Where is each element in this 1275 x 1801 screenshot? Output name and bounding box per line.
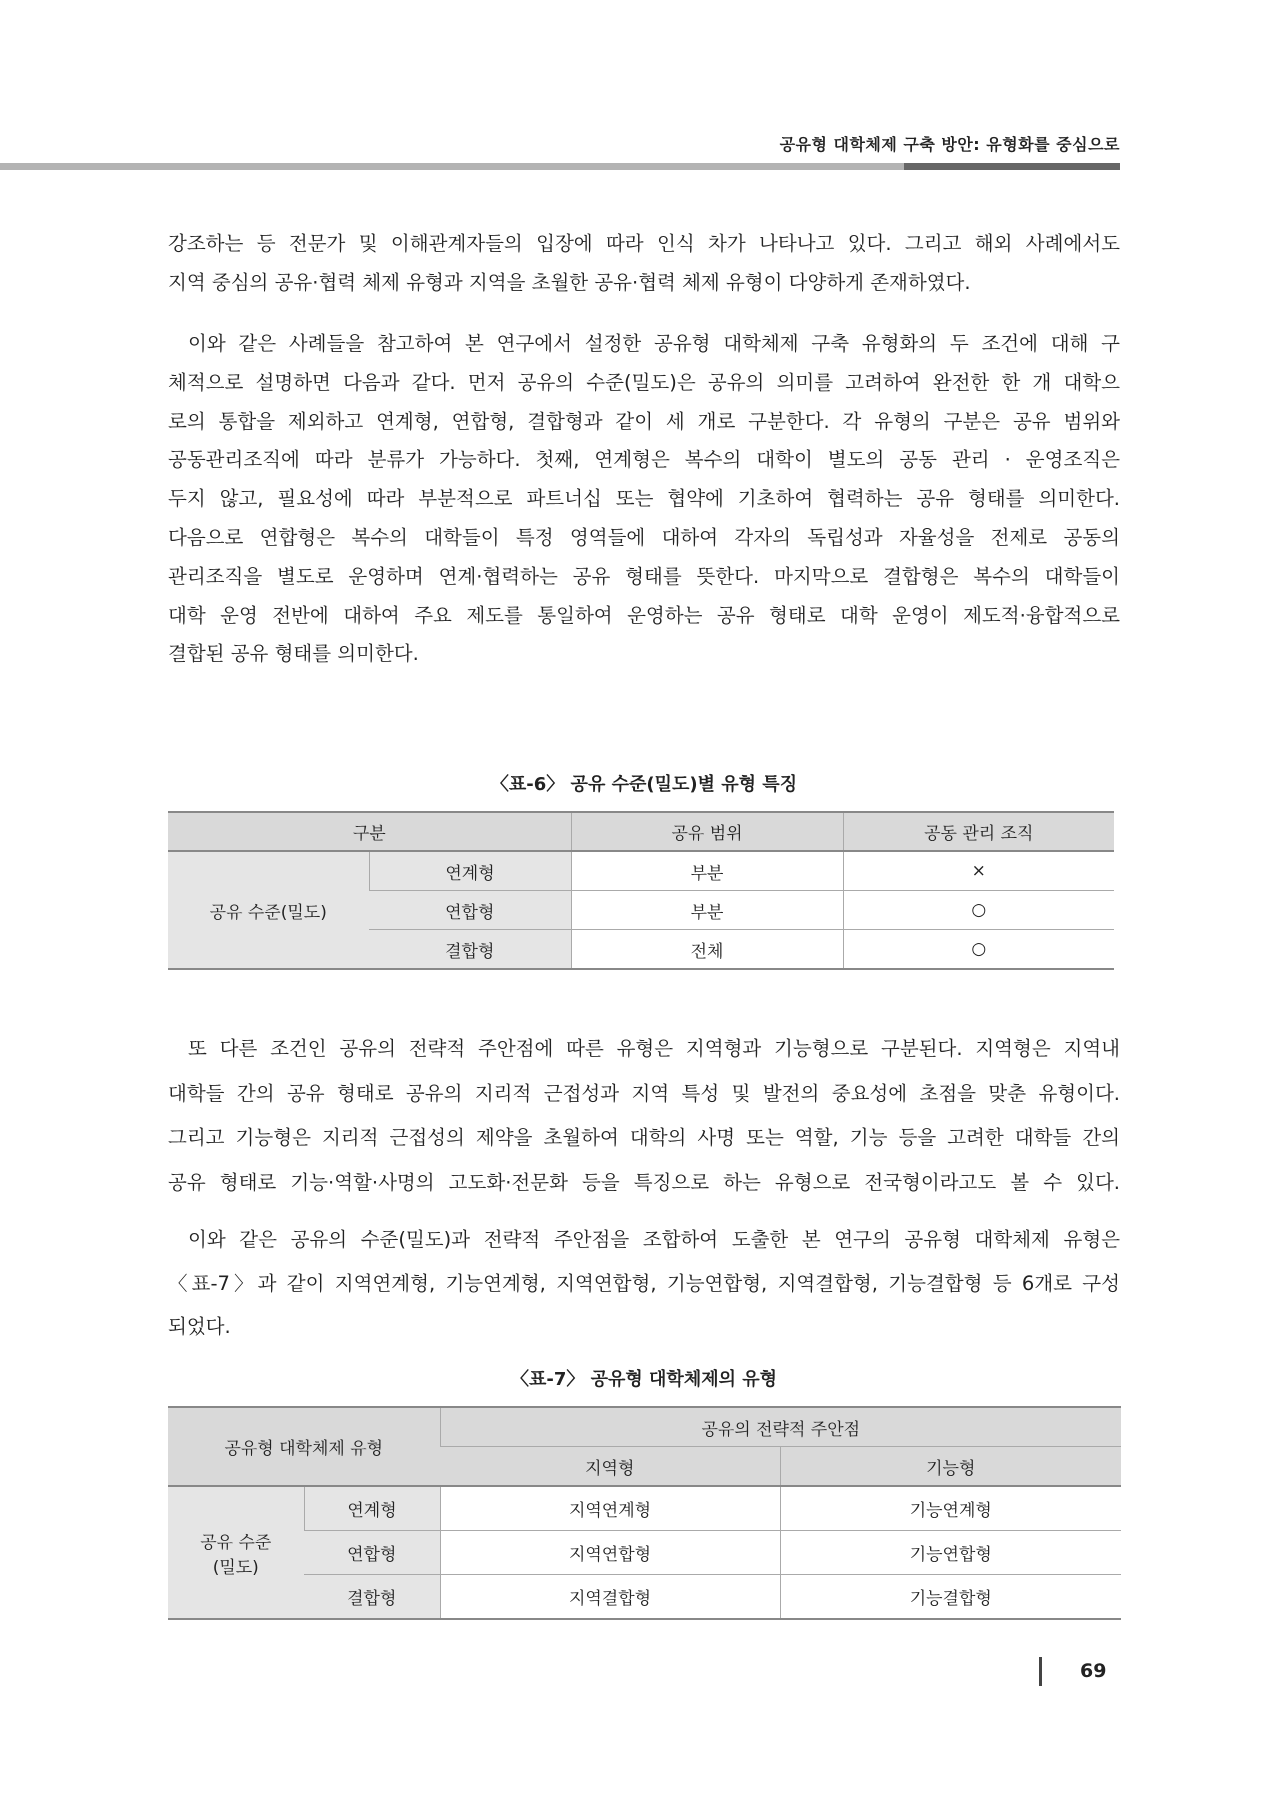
table-header-row	[168, 812, 1114, 851]
table-cell: 기능결합형	[780, 1575, 1121, 1620]
table-cell: 지역결합형	[440, 1575, 780, 1620]
table-cell: 지역연합형	[440, 1531, 780, 1575]
text-line: 되었다.	[168, 1315, 231, 1338]
column-header: 구분	[168, 812, 571, 851]
text-line: 〈표-7〉과 같이 지역연계형, 기능연계형, 지역연합형, 기능연합형, 지역결합형, 기능결합형 등 6개로 구성	[168, 1271, 1120, 1295]
table-cell: ○	[843, 930, 1114, 970]
text-line: 그리고 기능형은 지리적 근접성의 제약을 초월하여 대학의 사명 또는 역할, 기능 등을 고려한 대학들 간의	[168, 1126, 1120, 1149]
text-line: 공유 형태로 기능·역할·사명의 고도화·전문화 등을 특징으로 하는 유형으로 전국형이라고도 볼 수 있다.	[168, 1170, 1120, 1194]
text-line: 대학들 간의 공유 형태로 공유의 지리적 근접성과 지역 특성 및 발전의 중요성에 초점을 맞춘 유형이다.	[168, 1081, 1120, 1105]
header-rule-light	[0, 163, 904, 170]
table-header-row	[168, 1407, 1121, 1447]
row-group-label-line: 공유 수준	[200, 1532, 272, 1553]
column-header: 기능형	[780, 1447, 1121, 1487]
text-line: 결합된 공유 형태를 의미한다.	[168, 642, 419, 666]
paragraph-2	[168, 325, 1120, 674]
row-label: 연합형	[369, 891, 571, 930]
table-cell: 부분	[571, 891, 843, 930]
header-rule-dark	[904, 163, 1120, 170]
table-cell: 부분	[571, 851, 843, 891]
text-line: 대학 운영 전반에 대하여 주요 제도를 통일하여 운영하는 공유 형태로 대학 운영이 제도적·융합적으로	[168, 603, 1120, 627]
text-line: 강조하는 등 전문가 및 이해관계자들의 입장에 따라 인식 차가 나타나고 있다. 그리고 해외 사례에서도	[168, 232, 1120, 255]
row-label: 연계형	[304, 1486, 440, 1531]
text-line: 로의 통합을 제외하고 연계형, 연합형, 결합형과 같이 세 개로 구분한다. 각 유형의 구분은 공유 범위와	[168, 409, 1120, 433]
table-cell: 전체	[571, 930, 843, 970]
table-cell: 지역연계형	[440, 1486, 780, 1531]
row-label: 결합형	[304, 1575, 440, 1620]
row-label: 결합형	[369, 930, 571, 970]
table-6-caption: 〈표-6〉 공유 수준(밀도)별 유형 특징	[490, 774, 798, 795]
column-header: 공유 범위	[571, 812, 843, 851]
text-line: 다음으로 연합형은 복수의 대학들이 특정 영역들에 대하여 각자의 독립성과 자율성을 전제로 공동의	[168, 525, 1120, 549]
table-7-caption: 〈표-7〉 공유형 대학체제의 유형	[510, 1369, 778, 1390]
text-line: 두지 않고, 필요성에 따라 부분적으로 파트너십 또는 협약에 기초하여 협력하는 공유 형태를 의미한다.	[168, 487, 1120, 511]
running-title: 공유형 대학체제 구축 방안: 유형화를 중심으로	[779, 135, 1120, 154]
paragraph-3	[168, 1027, 1120, 1205]
column-header: 지역형	[440, 1447, 780, 1487]
table-7	[168, 1406, 1121, 1620]
text-line: 이와 같은 공유의 수준(밀도)과 전략적 주안점을 조합하여 도출한 본 연구의 공유형 대학체제 유형은	[188, 1228, 1120, 1251]
table-row	[168, 1575, 1121, 1620]
row-group-label: 공유 수준(밀도)	[168, 851, 369, 969]
table-row	[168, 1486, 1121, 1531]
table-cell: 기능연합형	[780, 1531, 1121, 1575]
row-label: 연계형	[369, 851, 571, 891]
page-number-divider	[1039, 1657, 1042, 1686]
text-line: 또 다른 조건인 공유의 전략적 주안점에 따른 유형은 지역형과 기능형으로 구분된다. 지역형은 지역내	[188, 1037, 1120, 1060]
text-line: 이와 같은 사례들을 참고하여 본 연구에서 설정한 공유형 대학체제 구축 유형화의 두 조건에 대해 구	[188, 332, 1120, 355]
row-group-label-line: (밀도)	[212, 1557, 259, 1578]
row-group-label	[168, 1486, 304, 1619]
table-6	[168, 811, 1114, 970]
table-cell: ×	[843, 851, 1114, 891]
table-cell: ○	[843, 891, 1114, 930]
text-line: 관리조직을 별도로 운영하며 연계·협력하는 공유 형태를 뜻한다. 마지막으로 결합형은 복수의 대학들이	[168, 564, 1120, 588]
table-row	[168, 851, 1114, 891]
text-line: 체적으로 설명하면 다음과 같다. 먼저 공유의 수준(밀도)은 공유의 의미를 고려하여 완전한 한 개 대학으	[168, 370, 1120, 394]
column-header: 공동 관리 조직	[843, 812, 1114, 851]
page-number: 69	[1080, 1660, 1107, 1682]
paragraph-4	[168, 1218, 1120, 1349]
text-line: 공동관리조직에 따라 분류가 가능하다. 첫째, 연계형은 복수의 대학이 별도의 공동 관리 · 운영조직은	[168, 448, 1120, 472]
corner-header: 공유형 대학체제 유형	[168, 1407, 440, 1486]
column-group-header: 공유의 전략적 주안점	[440, 1407, 1121, 1447]
text-line: 지역 중심의 공유·협력 체제 유형과 지역을 초월한 공유·협력 체제 유형이 다양하게 존재하였다.	[168, 271, 971, 294]
table-cell: 기능연계형	[780, 1486, 1121, 1531]
table-row	[168, 1531, 1121, 1575]
paragraph-1	[168, 224, 1120, 302]
row-label: 연합형	[304, 1531, 440, 1575]
